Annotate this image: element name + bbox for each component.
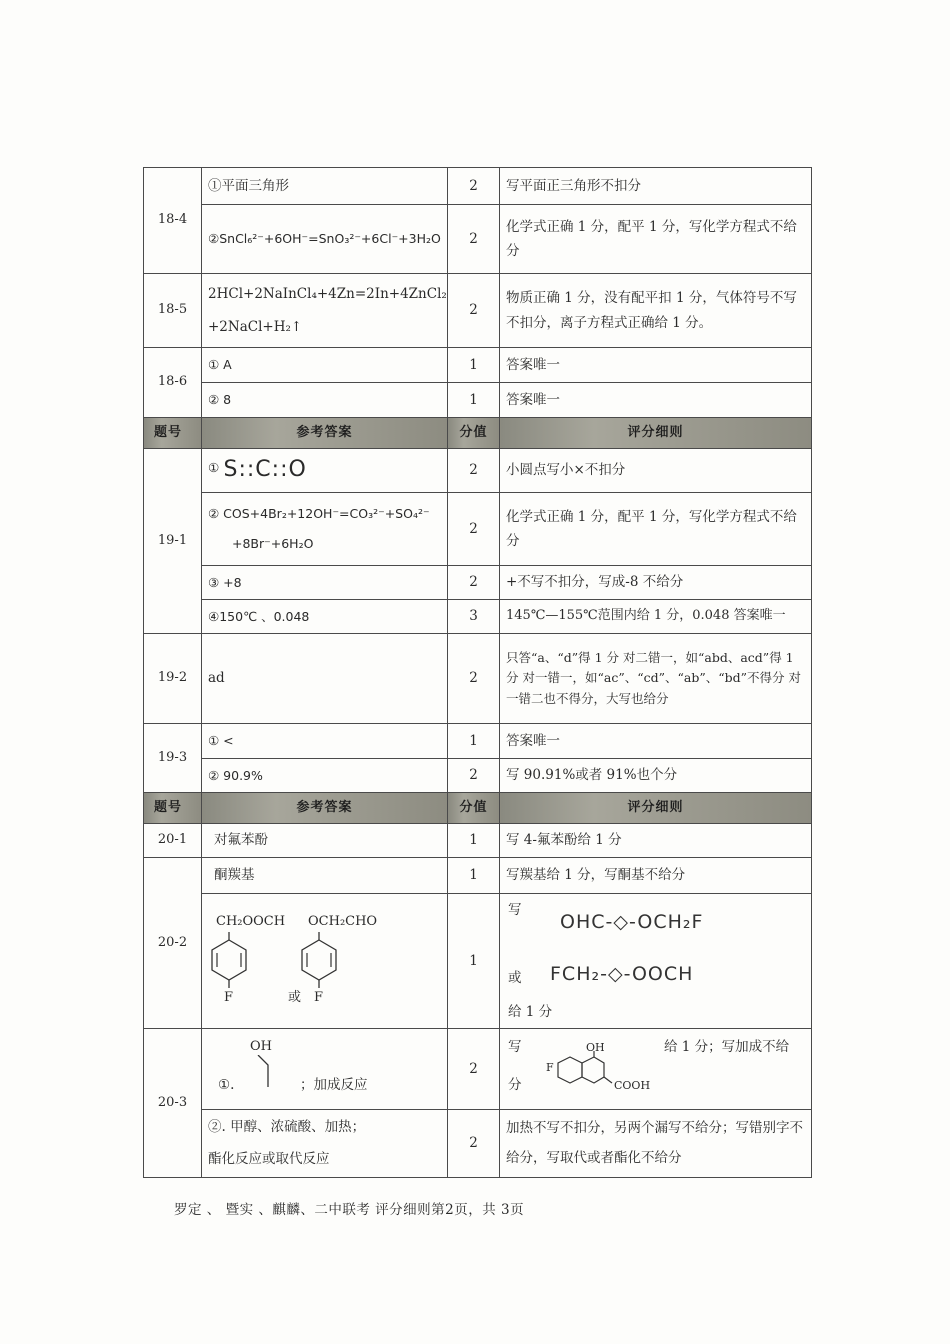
rubric: 只答“a、“d”得 1 分 对二错一，如“abd、acd”得 1 分 对一错一，如“ac”、“cd”、“ab”、“bd”不得分 对一错二也不得分，大写也给分 (500, 634, 812, 724)
question-number: 18-6 (144, 348, 202, 418)
header-rubric: 评分细则 (500, 793, 812, 824)
question-number: 20-3 (144, 1029, 202, 1178)
rubric: 答案唯一 (500, 724, 812, 759)
score: 2 (448, 168, 500, 205)
answer: ① < (202, 724, 448, 759)
handwritten-formula: FCH₂-◇-OOCH (550, 963, 694, 985)
answer (202, 1029, 448, 1110)
question-number: 20-2 (144, 858, 202, 1029)
answer-line: 酯化反应或取代反应 (208, 1150, 330, 1167)
molecule-1-top: CH₂OOCH (216, 914, 286, 929)
score: 1 (448, 383, 500, 418)
question-number: 18-4 (144, 168, 202, 274)
table-row (144, 858, 812, 894)
rubric: 物质正确 1 分，没有配平扣 1 分，气体符号不写不扣分，离子方程式正确给 1 分。 (500, 274, 812, 348)
rubric: 写 4-氟苯酚给 1 分 (500, 824, 812, 858)
rubric: +不写不扣分，写成-8 不给分 (500, 566, 812, 600)
page-footer: 罗定 、 暨实 、麒麟、二中联考 评分细则第2页，共 3页 (174, 1202, 525, 1218)
or-label: 或 (288, 990, 302, 1005)
question-number: 19-3 (144, 724, 202, 793)
score: 1 (448, 724, 500, 759)
rubric-text: 写 (508, 902, 522, 918)
answer (202, 449, 448, 493)
answer-line: 2HCl+2NaInCl₄+4Zn=2In+4ZnCl₂ (208, 286, 447, 303)
score: 2 (448, 634, 500, 724)
table-header (144, 793, 812, 824)
score: 2 (448, 566, 500, 600)
rubric (500, 1029, 812, 1110)
header-score: 分值 (448, 418, 500, 449)
score: 2 (448, 274, 500, 348)
rubric-text: 写 (508, 1039, 522, 1055)
header-answer: 参考答案 (202, 793, 448, 824)
structure-cooh-label: COOH (614, 1079, 651, 1092)
rubric (500, 894, 812, 1029)
table-row (144, 600, 812, 634)
molecule-1-bottom: F (224, 990, 234, 1005)
rubric: 小圆点写小×不扣分 (500, 449, 812, 493)
rubric-text: 给 1 分 (508, 1004, 553, 1020)
score: 2 (448, 205, 500, 274)
table-row (144, 449, 812, 493)
score: 1 (448, 894, 500, 1029)
score: 2 (448, 1110, 500, 1178)
propanol-skeleton-icon (244, 1055, 274, 1089)
score: 1 (448, 824, 500, 858)
question-number: 19-2 (144, 634, 202, 724)
rubric: 写平面正三角形不扣分 (500, 168, 812, 205)
table-header (144, 418, 812, 449)
rubric: 答案唯一 (500, 383, 812, 418)
score: 2 (448, 449, 500, 493)
answer-prefix: ①. (218, 1077, 235, 1093)
header-score: 分值 (448, 793, 500, 824)
answer-structures (202, 894, 448, 1029)
grading-table (143, 167, 812, 1178)
table-row (144, 1110, 812, 1178)
table-row (144, 566, 812, 600)
table-row (144, 634, 812, 724)
structure-oh-label: OH (586, 1041, 605, 1054)
score: 3 (448, 600, 500, 634)
header-number: 题号 (144, 793, 202, 824)
answer: ad (202, 634, 448, 724)
benzene-ring-icon (298, 932, 340, 988)
answer: 酮羰基 (202, 858, 448, 894)
benzene-ring-icon (208, 932, 250, 988)
score: 2 (448, 493, 500, 566)
rubric-text: 分 (508, 1077, 522, 1093)
question-number: 18-5 (144, 274, 202, 348)
header-answer: 参考答案 (202, 418, 448, 449)
answer: ② 90.9% (202, 759, 448, 793)
rubric-text: 或 (508, 970, 522, 986)
chromanol-structure-icon (556, 1051, 616, 1091)
table-row (144, 348, 812, 383)
answer (202, 1110, 448, 1178)
table-row (144, 759, 812, 793)
table-row (144, 894, 812, 1029)
handwritten-formula: OHC-◇-OCH₂F (560, 911, 704, 933)
hydroxyl-label: OH (250, 1039, 272, 1054)
answer: ③ +8 (202, 566, 448, 600)
header-number: 题号 (144, 418, 202, 449)
score: 1 (448, 348, 500, 383)
answer: ②SnCl₆²⁻+6OH⁻=SnO₃²⁻+6Cl⁻+3H₂O (202, 205, 448, 274)
rubric: 答案唯一 (500, 348, 812, 383)
answer-suffix: ；加成反应 (300, 1077, 368, 1093)
header-rubric: 评分细则 (500, 418, 812, 449)
rubric-text: 给 1 分；写加成不给 (664, 1039, 790, 1055)
rubric: 化学式正确 1 分，配平 1 分，写化学方程式不给分 (500, 493, 812, 566)
score: 2 (448, 759, 500, 793)
table-row (144, 824, 812, 858)
answer (202, 493, 448, 566)
answer: 对氟苯酚 (202, 824, 448, 858)
rubric: 加热不写不扣分，另两个漏写不给分；写错别字不给分，写取代或者酯化不给分 (500, 1110, 812, 1178)
answer: ② 8 (202, 383, 448, 418)
table-row (144, 1029, 812, 1110)
structure-f-label: F (546, 1061, 554, 1074)
table-row (144, 724, 812, 759)
question-number: 19-1 (144, 449, 202, 634)
rubric: 写羰基给 1 分，写酮基不给分 (500, 858, 812, 894)
answer-line: ② COS+4Br₂+12OH⁻=CO₃²⁻+SO₄²⁻ (208, 506, 430, 521)
molecule-2-bottom: F (314, 990, 324, 1005)
table-row (144, 383, 812, 418)
table-row (144, 168, 812, 205)
score: 2 (448, 1029, 500, 1110)
answer (202, 274, 448, 348)
answer-prefix: ① (208, 460, 220, 476)
question-number: 20-1 (144, 824, 202, 858)
molecule-2-top: OCH₂CHO (308, 914, 378, 929)
score: 1 (448, 858, 500, 894)
grading-sheet (143, 167, 811, 1178)
rubric: 化学式正确 1 分，配平 1 分，写化学方程式不给分 (500, 205, 812, 274)
answer-line: +2NaCl+H₂↑ (208, 318, 303, 335)
rubric: 145℃—155℃范围内给 1 分，0.048 答案唯一 (500, 600, 812, 634)
rubric: 写 90.91%或者 91%也个分 (500, 759, 812, 793)
answer: ①平面三角形 (202, 168, 448, 205)
answer: ④150℃ 、0.048 (202, 600, 448, 634)
table-row (144, 493, 812, 566)
answer: ① A (202, 348, 448, 383)
table-row (144, 205, 812, 274)
answer-line: ②. 甲醇、浓硫酸、加热； (208, 1119, 366, 1136)
answer-line: +8Br⁻+6H₂O (232, 536, 314, 551)
lewis-structure: S::C::O (223, 457, 307, 483)
table-row (144, 274, 812, 348)
